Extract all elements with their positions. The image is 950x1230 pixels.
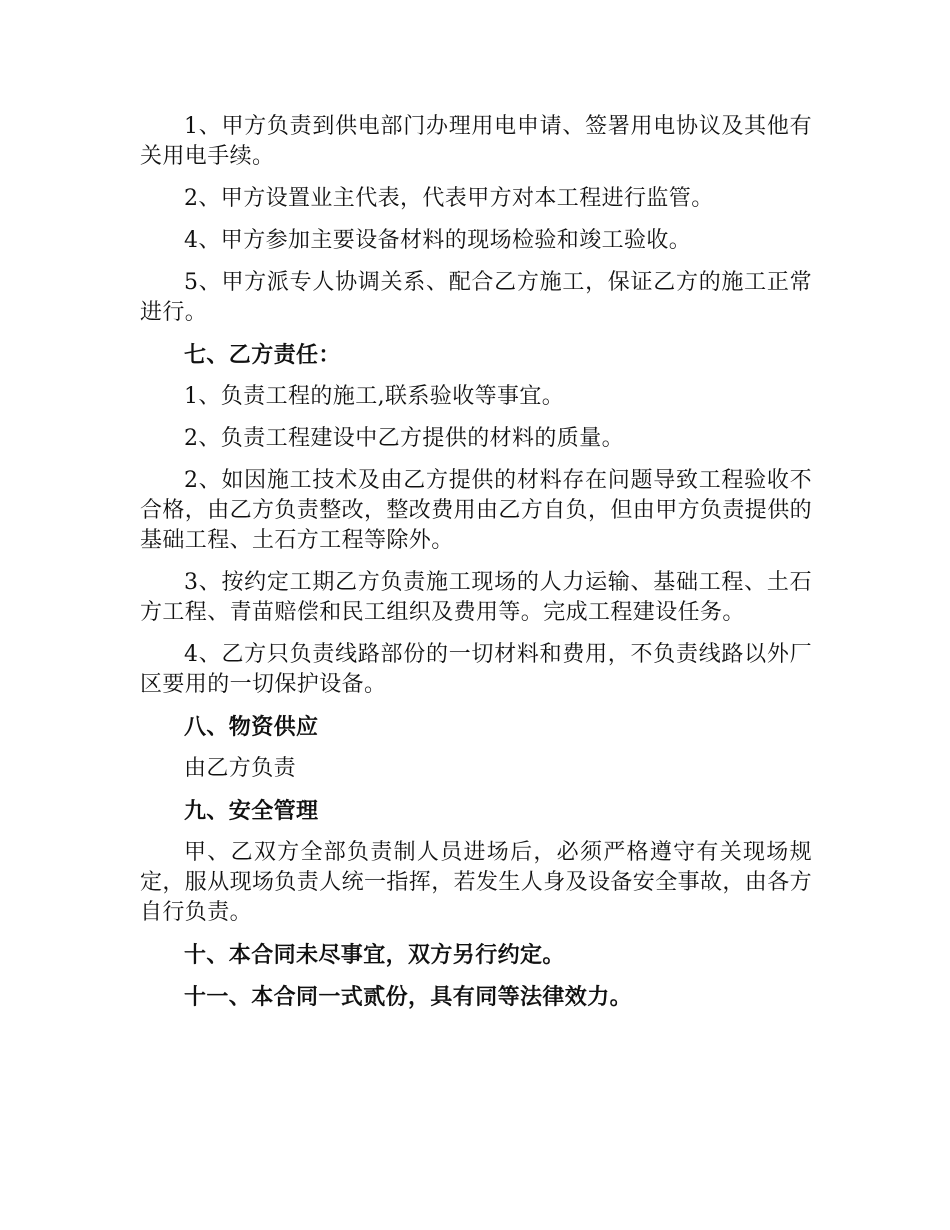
section-heading-material-supply: 八、物资供应 bbox=[184, 714, 319, 740]
section-heading-party-b-responsibility: 七、乙方责任： bbox=[184, 342, 341, 368]
clause-party-b-line-materials: 4、乙方只负责线路部份的一切材料和费用，不负责线路以外厂区要用的一切保护设备。 bbox=[140, 642, 812, 697]
clause-party-a-power-application: 1、甲方负责到供电部门办理用电申请、签署用电协议及其他有关用电手续。 bbox=[140, 114, 812, 169]
clause-party-b-rectification: 2、如因施工技术及由乙方提供的材料存在问题导致工程验收不合格，由乙方负责整改，整改费用由乙方自负，但由甲方负责提供的基础工程、土石方工程等除外。 bbox=[140, 468, 813, 553]
clause-party-a-coordination: 5、甲方派专人协调关系、配合乙方施工，保证乙方的施工正常进行。 bbox=[140, 270, 812, 325]
clause-material-supply: 由乙方负责 bbox=[184, 756, 297, 781]
section-heading-other-matters: 十、本合同未尽事宜，双方另行约定。 bbox=[184, 942, 565, 968]
clause-party-b-construction: 1、负责工程的施工,联系验收等事宜。 bbox=[184, 384, 565, 409]
section-heading-contract-copies: 十一、本合同一式贰份，具有同等法律效力。 bbox=[184, 984, 633, 1010]
clause-party-a-owner-representative: 2、甲方设置业主代表，代表甲方对本工程进行监管。 bbox=[184, 186, 714, 211]
clause-party-b-material-quality: 2、负责工程建设中乙方提供的材料的质量。 bbox=[184, 426, 624, 451]
clause-safety-management: 甲、乙双方全部负责制人员进场后，必须严格遵守有关现场规定，服从现场负责人统一指挥，若发生人身及设备安全事故，由各方自行负责。 bbox=[140, 840, 813, 925]
section-heading-safety-management: 九、安全管理 bbox=[184, 798, 319, 824]
clause-party-b-site-work: 3、按约定工期乙方负责施工现场的人力运输、基础工程、土石方工程、青苗赔偿和民工组织及费用等。完成工程建设任务。 bbox=[140, 570, 812, 625]
document-body bbox=[140, 112, 812, 1024]
clause-party-a-inspection: 4、甲方参加主要设备材料的现场检验和竣工验收。 bbox=[184, 228, 692, 253]
